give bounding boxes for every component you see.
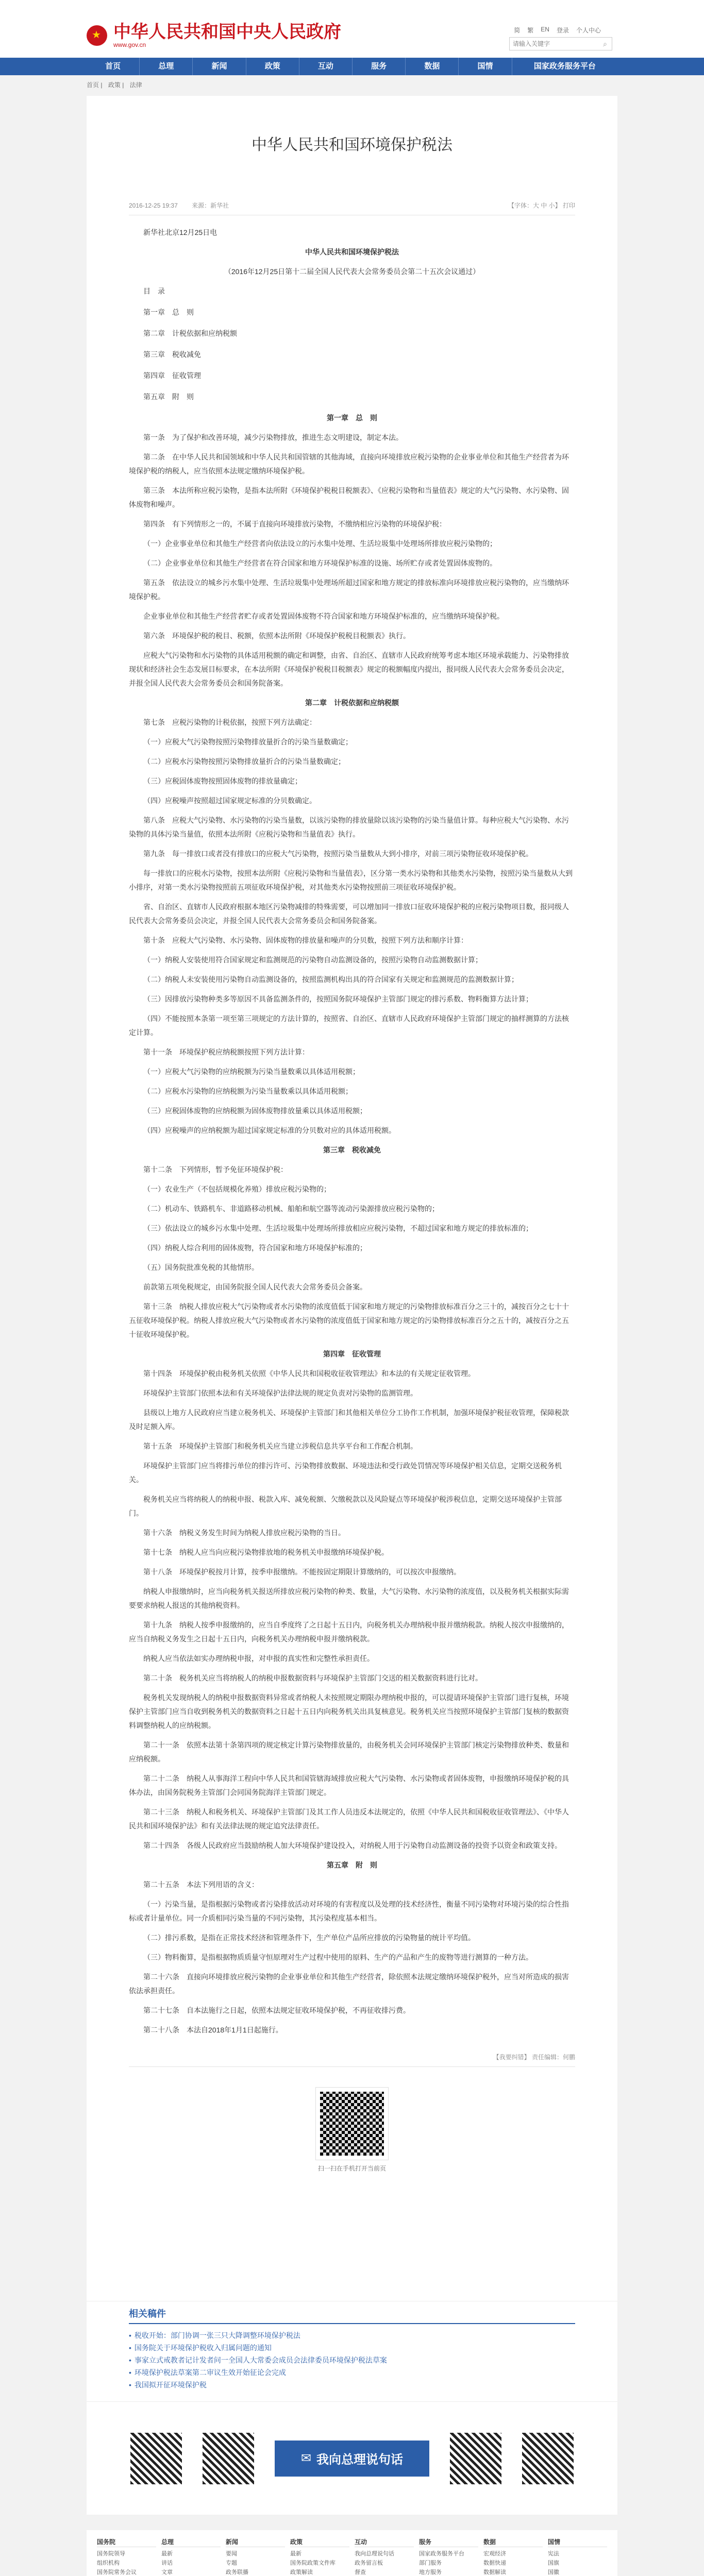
paragraph: 省、自治区、直辖市人民政府根据本地区污染物减排的特殊需要，可以增加同一排放口征收环境保护税的应税污染物项目数，报同级人民代表大会常务委员会决定，并报全国人民代表大会常务委员会和国务院备案。 (129, 903, 569, 925)
top-link[interactable]: 简 (514, 27, 521, 34)
paragraph: 第二十一条 依照本法第十条第四项的规定核定计算污染物排放量的，由税务机关会同环境保护主管部门核定污染物排放种类、数量和应纳税额。 (129, 1741, 569, 1763)
toc-item: 目 录 (143, 287, 165, 295)
qr-code (130, 2433, 182, 2484)
feedback-banner[interactable] (275, 2441, 429, 2477)
site-logo[interactable] (87, 23, 341, 48)
nav-item-news[interactable]: 新闻 (193, 58, 246, 75)
footer-column-heading[interactable]: 政策 (290, 2537, 349, 2547)
footer-link[interactable]: 文章 (161, 2569, 173, 2575)
top-link[interactable]: 登录 (556, 27, 569, 34)
paragraph: （三）依法设立的城乡污水集中处理、生活垃圾集中处理场所排放相应应税污染物，不超过国家和地方规定的排放标准的； (143, 1224, 533, 1232)
paragraph: 新华社北京12月25日电 (143, 228, 217, 236)
paragraph: （四）纳税人综合利用的固体废物，符合国家和地方环境保护标准的； (143, 1244, 367, 1252)
footer-link[interactable]: 政策解读 (290, 2569, 313, 2575)
footer-link[interactable]: 国务院领导 (97, 2551, 125, 2557)
paragraph: 第二条 在中华人民共和国领域和中华人民共和国管辖的其他海域，直接向环境排放应税污染物的企业事业单位和其他生产经营者为环境保护税的纳税人，应当依照本法规定缴纳环境保护税。 (129, 453, 569, 475)
paragraph: 第十一条 环境保护税应纳税额按照下列方法计算： (143, 1048, 309, 1056)
paragraph: （一）农业生产（不包括规模化养殖）排放应税污染物的； (143, 1185, 331, 1193)
paragraph: 第二十八条 本法自2018年1月1日起施行。 (143, 2026, 283, 2034)
toc-item: 第五章 附 则 (143, 393, 194, 401)
breadcrumb-sep: | (100, 81, 103, 89)
top-link[interactable]: EN (541, 26, 549, 33)
site-url: www.gov.cn (113, 41, 146, 48)
footer-link[interactable]: 专题 (226, 2560, 237, 2566)
footer-link[interactable]: 讲话 (161, 2560, 173, 2566)
footer-column (419, 2537, 478, 2576)
breadcrumb-policy[interactable]: 政策 (108, 81, 121, 89)
paragraph: 第六条 环境保护税的税目、税额，依照本法所附《环境保护税税目税额表》执行。 (143, 632, 410, 640)
qr-code (316, 2088, 388, 2160)
top-link[interactable]: 个人中心 (576, 27, 601, 34)
top-link[interactable]: 繁 (527, 27, 534, 34)
qr-code (522, 2433, 574, 2484)
footer-column (290, 2537, 349, 2576)
paragraph: 第十五条 环境保护主管部门和税务机关应当建立涉税信息共享平台和工作配合机制。 (143, 1442, 417, 1450)
footer-link[interactable]: 政务联播 (226, 2569, 248, 2575)
paragraph: （一）应税大气污染物的应纳税额为污染当量数乘以具体适用税额； (143, 1067, 360, 1076)
qr-code (450, 2433, 501, 2484)
footer-link[interactable]: 国务院政策文件库 (290, 2560, 336, 2566)
related-link[interactable]: • 环境保护税法草案第二审议生效开始征论会完成 (129, 2366, 575, 2379)
footer-link[interactable]: 地方服务 (419, 2569, 442, 2575)
qr-code (203, 2433, 254, 2484)
paragraph: 企业事业单位和其他生产经营者贮存或者处置固体废物不符合国家和地方环境保护标准的，应当缴纳环境保护税。 (143, 612, 504, 620)
breadcrumb (87, 80, 617, 89)
paragraph: （二）机动车、铁路机车、非道路移动机械、船舶和航空器等流动污染源排放应税污染物的； (143, 1205, 439, 1213)
paragraph: 第二十六条 直接向环境排放应税污染物的企业事业单位和其他生产经营者，除依照本法规定缴纳环境保护税外，应当对所造成的损害依法承担责任。 (129, 1973, 569, 1995)
paragraph: （四）不能按照本条第一项至第三项规定的方法计算的，按照省、自治区、直辖市人民政府环境保护主管部门规定的抽样测算的方法核定计算。 (129, 1014, 569, 1037)
footer-column-heading[interactable]: 服务 (419, 2537, 478, 2547)
search-icon[interactable]: ⌕ (603, 39, 607, 48)
footer-link[interactable]: 最新 (290, 2551, 301, 2557)
footer-link[interactable]: 国务院常务会议 (97, 2569, 137, 2575)
paragraph: 第二十四条 各级人民政府应当鼓励纳税人加大环境保护建设投入，对纳税人用于污染物自动监测设备的投资予以资金和政策支持。 (143, 1841, 562, 1850)
nav-item-interact[interactable]: 互动 (299, 58, 353, 75)
page-title: 中华人民共和国环境保护税法 (252, 137, 452, 154)
paragraph: （二）排污系数，是指在正常技术经济和管理条件下，生产单位产品所应排放的污染物量的统计平均值。 (143, 1934, 475, 1942)
footer-column-heading[interactable]: 国务院 (97, 2537, 156, 2547)
paragraph: 环境保护主管部门应当将排污单位的排污许可、污染物排放数据、环境违法和受行政处罚情况等环境保护相关信息，定期交送税务机关。 (129, 1462, 562, 1484)
article-meta (129, 201, 575, 215)
breadcrumb-law[interactable]: 法律 (129, 81, 142, 89)
toc-item: 第四章 征收管理 (143, 371, 201, 380)
footer-link[interactable]: 国旗 (548, 2560, 559, 2566)
paragraph: 第十六条 纳税义务发生时间为纳税人排放应税污染物的当日。 (143, 1529, 345, 1537)
feedback-banner-label: 我向总理说句话 (316, 2453, 404, 2467)
paragraph: （二）应税水污染物的应纳税额为污染当量数乘以具体适用税额； (143, 1087, 353, 1095)
paragraph: 县级以上地方人民政府应当建立税务机关、环境保护主管部门和其他相关单位分工协作工作机制，加强环境保护税征收管理，保障税款及时足额入库。 (129, 1409, 569, 1431)
nav-item-home[interactable]: 首页 (87, 58, 140, 75)
paragraph: 第九条 每一排放口或者没有排放口的应税大气污染物，按照污染当量数从大到小排序，对前三项污染物征收环境保护税。 (143, 850, 533, 858)
footer-column (161, 2537, 221, 2576)
paragraph: 第十七条 纳税人应当向应税污染物排放地的税务机关申报缴纳环境保护税。 (143, 1548, 389, 1556)
nav-item-platform[interactable]: 国家政务服务平台 (533, 62, 596, 71)
related-link[interactable]: • 我国拟开征环境保护税 (129, 2379, 575, 2391)
footer-link[interactable]: 我向总理说句话 (355, 2551, 394, 2557)
footer-column (226, 2537, 285, 2576)
footer-link[interactable]: 督查 (355, 2569, 366, 2575)
paragraph: 第十条 应税大气污染物、水污染物、固体废物的排放量和噪声的分贝数，按照下列方法和顺序计算： (143, 936, 468, 944)
related-heading: 相关稿件 (129, 2307, 575, 2324)
paragraph: （三）应税固体废物按照固体废物的排放量确定； (143, 777, 302, 785)
paragraph: （二）应税水污染物按照污染物排放量折合的污染当量数确定； (143, 757, 345, 766)
paragraph: 纳税人应当依法如实办理纳税申报，对申报的真实性和完整性承担责任。 (143, 1654, 374, 1663)
paragraph: 第四条 有下列情形之一的，不属于直接向环境排放污染物，不缴纳相应污染物的环境保护税： (143, 520, 446, 528)
footer-link[interactable]: 数据快递 (483, 2560, 506, 2566)
promo-strip (87, 2401, 617, 2515)
paragraph: 环境保护主管部门依照本法和有关环境保护法律法规的规定负责对污染物的监测管理。 (143, 1389, 417, 1397)
footer-link[interactable]: 数据解读 (483, 2569, 506, 2575)
paragraph: 第十四条 环境保护税由税务机关依照《中华人民共和国税收征收管理法》和本法的有关规定征收管理。 (143, 1369, 475, 1378)
paragraph: 第一条 为了保护和改善环境，减少污染物排放，推进生态文明建设，制定本法。 (143, 433, 403, 442)
paragraph: （一）应税大气污染物按照污染物排放量折合的污染当量数确定； (143, 738, 353, 746)
chat-icon: ✉ (300, 2451, 312, 2465)
paragraph: 第二十七条 自本法施行之日起，依照本法规定征收环境保护税，不再征收排污费。 (143, 2006, 410, 2014)
breadcrumb-home[interactable]: 首页 (87, 81, 99, 89)
nav-item-premier[interactable]: 总理 (140, 58, 193, 75)
paragraph: 前款第五项免税规定，由国务院报全国人民代表大会常务委员会备案。 (143, 1283, 367, 1291)
paragraph: 第五条 依法设立的城乡污水集中处理、生活垃圾集中处理场所超过国家和地方规定的排放标准向环境排放应税污染物的，应当缴纳环境保护税。 (129, 579, 569, 601)
related-link[interactable]: • 税收开始：部门协调一张三只大降调整环境保护税法 (129, 2329, 575, 2342)
paragraph: 第二十五条 本法下列用语的含义： (143, 1880, 259, 1889)
site-header (0, 0, 704, 58)
breadcrumb-sep: | (122, 81, 124, 89)
paragraph: （三）因排放污染物种类多等原因不具备监测条件的，按照国务院环境保护主管部门规定的排污系数、物料衡算方法计算； (143, 995, 533, 1003)
paragraph: （一）污染当量，是指根据污染物或者污染排放活动对环境的有害程度以及处理的技术经济性，衡量不同污染物对环境污染的综合性指标或者计量单位。同一介质相同污染当量的不同污染物，其污染程度基本相当。 (129, 1900, 569, 1922)
paragraph: 第二十条 税务机关应当将纳税人的纳税申报数据资料与环境保护主管部门交送的相关数据资料进行比对。 (143, 1674, 482, 1682)
toc-item: 第三章 税收减免 (143, 350, 201, 359)
paragraph: 应税大气污染物和水污染物的具体适用税额的确定和调整，由省、自治区、直辖市人民政府统筹考虑本地区环境承载能力、污染物排放现状和经济社会生态发展目标要求，在本法所附《环境保护税税目税额表》规定的税额幅度内提出，报同级人民代表大会常务委员会决定，并报全国人民代表大会常务委员会和国务院备案。 (129, 651, 569, 687)
paragraph: 第十八条 环境保护税按月计算，按季申报缴纳。不能按固定期限计算缴纳的，可以按次申报缴纳。 (143, 1568, 461, 1576)
related-link[interactable]: • 事家立式戒教者记计发者问一全国人大常委会成员会法律委员环境保护税法草案 (129, 2354, 575, 2366)
footer-column-heading[interactable]: 国情 (548, 2537, 607, 2547)
footer-column-heading[interactable]: 总理 (161, 2537, 221, 2547)
paragraph: （五）国务院批准免税的其他情形。 (143, 1263, 259, 1272)
paragraph: （三）应税固体废物的应纳税额为固体废物排放量乘以具体适用税额； (143, 1107, 367, 1115)
article-date: 2016-12-25 19:37 (129, 202, 178, 209)
toc-item: 第二章 计税依据和应纳税额 (143, 329, 237, 337)
site-name: 中华人民共和国中央人民政府 (113, 22, 341, 42)
footer-links (87, 2530, 617, 2576)
search-input[interactable] (510, 38, 598, 50)
top-links (514, 26, 601, 35)
search-box (509, 37, 612, 50)
paragraph: （二）纳税人未安装使用污染物自动监测设备的，按照监测机构出具的符合国家有关规定和监测规范的监测数据计算； (143, 975, 518, 984)
font-size-control[interactable]: 【字体：大 中 小】 (508, 202, 561, 209)
paragraph: （四）应税噪声按照超过国家规定标准的分贝数确定。 (143, 796, 316, 805)
paragraph: 第三条 本法所称应税污染物，是指本法所附《环境保护税税目税额表》、《应税污染物和当量值表》规定的大气污染物、水污染物、固体废物和噪声。 (129, 486, 569, 509)
chapter-heading: 第五章 附 则 (327, 1861, 377, 1869)
footer-link[interactable]: 国徽 (548, 2569, 559, 2575)
article-editor (129, 2053, 575, 2067)
paragraph: 第十三条 纳税人排放应税大气污染物或者水污染物的浓度值低于国家和地方规定的污染物排放标准百分之三十的，减按百分之七十十五征收环境保护税。纳税人排放应税大气污染物或者水污染物的浓度值低于国家和地方规定的污染物排放标准百分之五十的，减按百分之五十征收环境保护税。 (129, 1302, 569, 1338)
paragraph: 纳税人申报缴纳时，应当向税务机关报送所排放应税污染物的种类、数量，大气污染物、水污染物的浓度值，以及税务机关根据实际需要要求纳税人报送的其他纳税资料。 (129, 1587, 569, 1609)
footer-column (97, 2537, 156, 2576)
article-body (129, 226, 575, 2037)
article-source: 来源：新华社 (192, 202, 229, 209)
paragraph: 第七条 应税污染物的计税依据，按照下列方法确定： (143, 718, 316, 726)
paragraph: 第二十三条 纳税人和税务机关、环境保护主管部门及其工作人员违反本法规定的，依照《中华人民共和国税收征收管理法》、《中华人民共和国环境保护法》和有关法律法规的规定追究法律责任。 (129, 1808, 569, 1830)
national-emblem-icon (87, 25, 107, 46)
qr-caption: 扫一扫在手机打开当前页 (317, 2165, 386, 2172)
footer-link[interactable]: 最新 (161, 2551, 173, 2557)
print-button[interactable]: 打印 (562, 202, 575, 209)
footer-link[interactable]: 宏观经济 (483, 2551, 506, 2557)
paragraph: 税务机关发现纳税人的纳税申报数据资料异常或者纳税人未按照规定期限办理纳税申报的，可以提请环境保护主管部门进行复核，环境保护主管部门应当自收到税务机关的数据资料之日起十五日内向税务机关出具复核意见。税务机关应当按照环境保护主管部门复核的数据资料调整纳税人的应纳税额。 (129, 1693, 569, 1730)
footer-column (548, 2537, 607, 2576)
related-articles (87, 2301, 617, 2401)
footer-column-heading[interactable]: 数据 (483, 2537, 543, 2547)
related-link[interactable]: • 国务院关于环境保护税收入归属问题的通知 (129, 2342, 575, 2354)
paragraph: 第二十二条 纳税人从事海洋工程向中华人民共和国管辖海域排放应税大气污染物、水污染物或者固体废物，申报缴纳环境保护税的具体办法，由国务院税务主管部门会同国务院海洋主管部门规定。 (129, 1774, 569, 1797)
paragraph: 第八条 应税大气污染物、水污染物的污染当量数，以该污染物的排放量除以该污染物的污染当量值计算。每种应税大气污染物、水污染物的具体污染当量值，依照本法所附《应税污染物和当量值表》执行。 (129, 816, 569, 838)
paragraph: （一）企业事业单位和其他生产经营者向依法设立的污水集中处理、生活垃圾集中处理场所排放应税污染物的； (143, 539, 497, 548)
paragraph: （三）物料衡算，是指根据物质质量守恒原理对生产过程中使用的原料、生产的产品和产生的废物等进行测算的一种方法。 (143, 1953, 533, 1961)
footer-link[interactable]: 宪法 (548, 2551, 559, 2557)
chapter-heading: 第四章 征收管理 (323, 1350, 381, 1358)
main-nav (0, 58, 704, 75)
chapter-heading: 第三章 税收减免 (323, 1146, 381, 1154)
nav-item-policy[interactable]: 政策 (246, 58, 299, 75)
nav-item-service[interactable]: 服务 (353, 58, 406, 75)
paragraph: （2016年12月25日第十二届全国人民代表大会常务委员会第二十五次会议通过） (224, 267, 480, 276)
article (87, 96, 617, 2301)
editor-line: 【我要纠错】 责任编辑：何鹏 (493, 2054, 575, 2061)
footer-column-heading[interactable]: 新闻 (226, 2537, 285, 2547)
paragraph: （二）企业事业单位和其他生产经营者在符合国家和地方环境保护标准的设施、场所贮存或者处置固体废物的。 (143, 559, 497, 567)
nav-item-national[interactable]: 国情 (459, 58, 512, 75)
paragraph: 第十九条 纳税人按季申报缴纳的，应当自季度终了之日起十五日内，向税务机关办理纳税申报并缴纳税款。纳税人按次申报缴纳的，应当自纳税义务发生之日起十五日内，向税务机关办理纳税申报并缴纳税款。 (129, 1621, 569, 1643)
chapter-heading: 第一章 总 则 (327, 414, 377, 422)
footer-link[interactable]: 组织机构 (97, 2560, 120, 2566)
paragraph: 税务机关应当将纳税人的纳税申报、税款入库、减免税额、欠缴税款以及风险疑点等环境保护税涉税信息，定期交送环境保护主管部门。 (129, 1495, 562, 1517)
footer-column (483, 2537, 543, 2576)
paragraph: 第十二条 下列情形，暂予免征环境保护税： (143, 1165, 288, 1174)
footer-link[interactable]: 政务留言板 (355, 2560, 383, 2566)
footer-column-heading[interactable]: 互动 (355, 2537, 414, 2547)
nav-item-data[interactable]: 数据 (406, 58, 459, 75)
paragraph: （四）应税噪声的应纳税额为超过国家规定标准的分贝数对应的具体适用税额。 (143, 1126, 396, 1134)
footer-link[interactable]: 部门服务 (419, 2560, 442, 2566)
chapter-heading: 第二章 计税依据和应纳税额 (305, 699, 399, 707)
footer-link[interactable]: 要闻 (226, 2551, 237, 2557)
footer-column (355, 2537, 414, 2576)
paragraph: 每一排放口的应税水污染物，按照本法所附《应税污染物和当量值表》，区分第一类水污染物和其他类水污染物，按照污染当量数从大到小排序，对第一类水污染物按照前五项征收环境保护税，对其他类水污染物按照前三项征收环境保护税。 (129, 869, 573, 891)
paragraph: （一）纳税人安装使用符合国家规定和监测规范的污染物自动监测设备的，按照污染物自动监测数据计算； (143, 956, 482, 964)
footer-link[interactable]: 国家政务服务平台 (419, 2551, 464, 2557)
toc-item: 第一章 总 则 (143, 308, 194, 316)
chapter-heading: 中华人民共和国环境保护税法 (305, 248, 399, 256)
